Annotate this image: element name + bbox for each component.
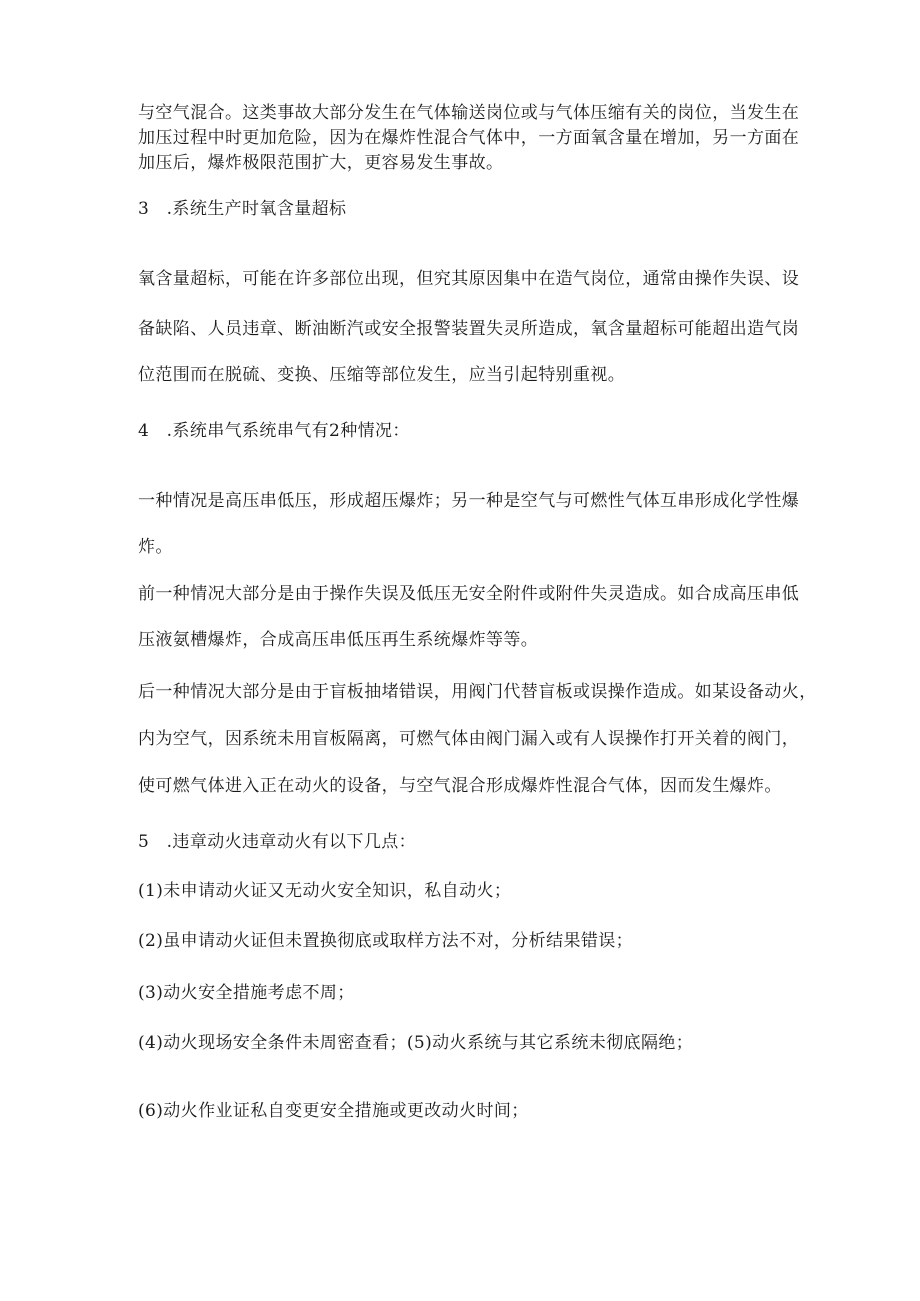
- paragraph-line: 使可燃气体进入正在动火的设备，与空气混合形成爆炸性混合气体，因而发生爆炸。: [138, 776, 782, 796]
- paragraph-line: 氧含量超标，可能在许多部位出现，但究其原因集中在造气岗位，通常由操作失误、设: [138, 269, 800, 289]
- paragraph-line: 内为空气，因系统未用盲板隔离，可燃气体由阀门漏入或有人误操作打开关着的阀门，: [138, 729, 800, 749]
- list-item: (1)未申请动火证又无动火安全知识，私自动火；: [138, 881, 512, 901]
- section-heading-3: 3 .系统生产时氧含量超标: [138, 199, 347, 219]
- paragraph-line: 加压过程中时更加危险，因为在爆炸性混合气体中，一方面氧含量在增加，另一方面在: [138, 128, 800, 148]
- paragraph-line: 前一种情况大部分是由于操作失误及低压无安全附件或附件失灵造成。如合成高压串低: [138, 584, 800, 604]
- paragraph-line: 一种情况是高压串低压，形成超压爆炸；另一种是空气与可燃性气体互串形成化学性爆: [138, 491, 800, 511]
- list-item: (2)虽申请动火证但未置换彻底或取样方法不对，分析结果错误；: [138, 931, 634, 951]
- paragraph-line: 压液氨槽爆炸，合成高压串低压再生系统爆炸等等。: [138, 630, 539, 650]
- paragraph-line: 与空气混合。这类事故大部分发生在气体输送岗位或与气体压缩有关的岗位，当发生在: [138, 103, 800, 123]
- section-heading-5: 5 .违章动火违章动火有以下几点：: [138, 832, 417, 852]
- paragraph-line: 加压后，爆炸极限范围扩大，更容易发生事故。: [138, 153, 504, 173]
- paragraph-line: 备缺陷、人员违章、断油断汽或安全报警装置失灵所造成，氧含量超标可能超出造气岗: [138, 319, 800, 339]
- list-item: (4)动火现场安全条件未周密查看；(5)动火系统与其它系统未彻底隔绝；: [138, 1033, 694, 1053]
- paragraph-line: 位范围而在脱硫、变换、压缩等部位发生，应当引起特别重视。: [138, 365, 626, 385]
- section-heading-4: 4 .系统串气系统串气有2种情况：: [138, 421, 410, 441]
- paragraph-line: 炸。: [138, 537, 173, 557]
- list-item: (6)动火作业证私自变更安全措施或更改动火时间；: [138, 1101, 529, 1121]
- list-item: (3)动火安全措施考虑不周；: [138, 983, 355, 1003]
- paragraph-line: 后一种情况大部分是由于盲板抽堵错误，用阀门代替盲板或误操作造成。如某设备动火，: [138, 682, 817, 702]
